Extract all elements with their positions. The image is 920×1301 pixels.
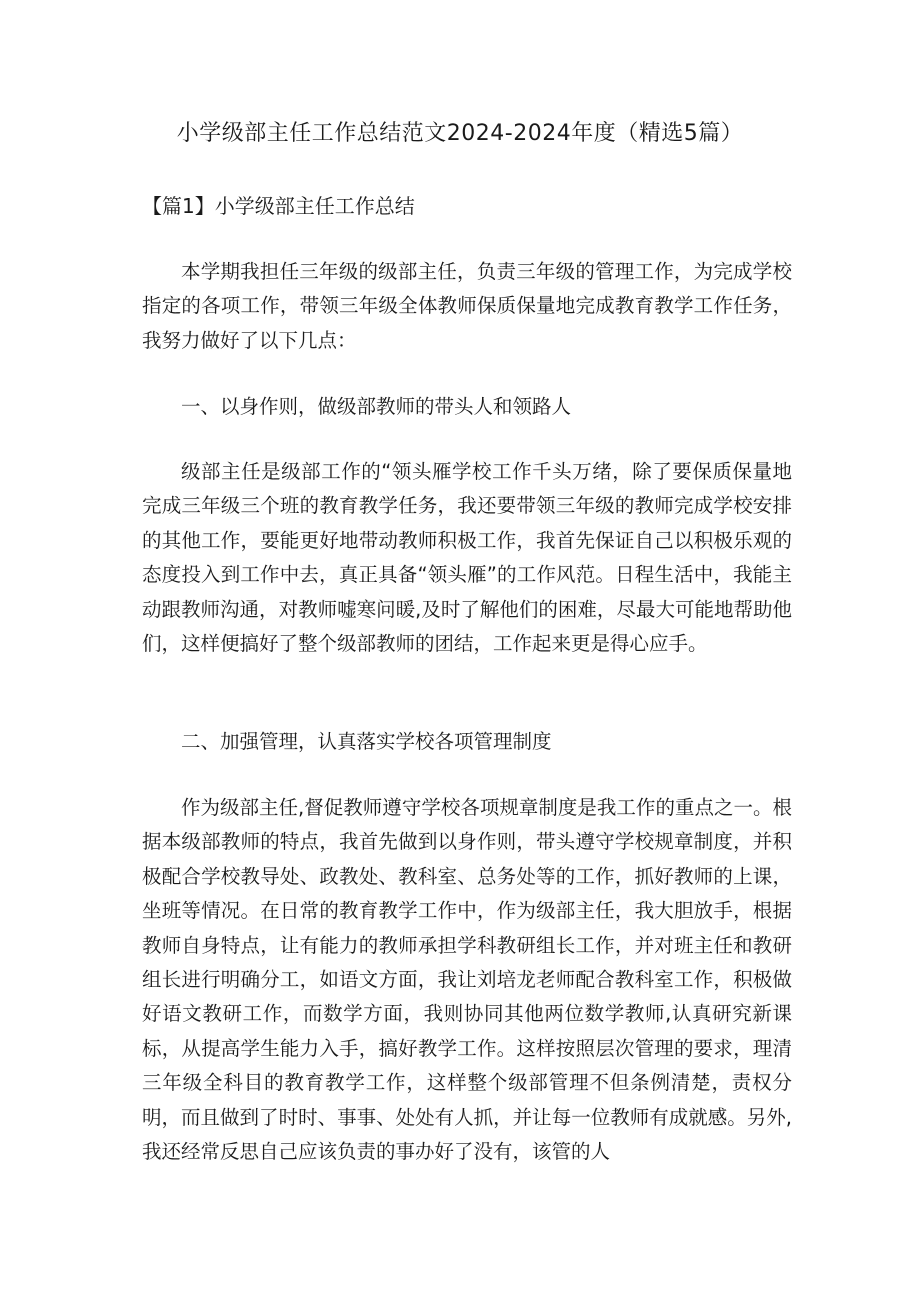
section-heading: 【篇1】小学级部主任工作总结 bbox=[142, 194, 415, 218]
point1-heading: 一、以身作则，做级部教师的带头人和领路人 bbox=[181, 395, 572, 418]
point2-heading: 二、加强管理，认真落实学校各项管理制度 bbox=[181, 730, 552, 753]
intro-paragraph: 本学期我担任三年级的级部主任，负责三年级的管理工作，为完成学校指定的各项工作，带领三年级全体教师保质保量地完成教育教学工作任务，我努力做好了以下几点： bbox=[142, 260, 792, 352]
document-title: 小学级部主任工作总结范文2024-2024年度（精选5篇） bbox=[176, 121, 744, 146]
point2-paragraph: 作为级部主任,督促教师遵守学校各项规章制度是我工作的重点之一。根据本级部教师的特点，我首先做到以身作则，带头遵守学校规章制度，并积极配合学校教导处、政教处、教科室、总务处等的工作，抓好教师的上课，坐班等情况。在日常的教育教学工作中，作为级部主任，我大胆放手，根据教师自身特点，让有能力的教师承担学科教研组长工作，并对班主任和教研组长进行明确分工，如语文方面，我让刘培龙老师配合教科室工作，积极做好语文教研工作，而数学方面，我则协同其他两位数学教师,认真研究新课标，从提高学生能力入手，搞好教学工作。这样按照层次管理的要求，理清三年级全科目的教育教学工作，这样整个级部管理不但条例清楚，责权分明，而且做到了时时、事事、处处有人抓，并让每一位教师有成就感。另外,我还经常反思自己应该负责的事办好了没有，该管的人 bbox=[142, 796, 792, 1164]
point1-paragraph: 级部主任是级部工作的“领头雁学校工作千头万绪，除了要保质保量地完成三年级三个班的教育教学任务，我还要带领三年级的教师完成学校安排的其他工作，要能更好地带动教师积极工作，我首先保证自己以积极乐观的态度投入到工作中去，真正具备“领头雁”的工作风范。日程生活中，我能主动跟教师沟通，对教师嘘寒问暖,及时了解他们的困难，尽最大可能地帮助他们，这样便搞好了整个级部教师的团结，工作起来更是得心应手。 bbox=[142, 460, 792, 656]
